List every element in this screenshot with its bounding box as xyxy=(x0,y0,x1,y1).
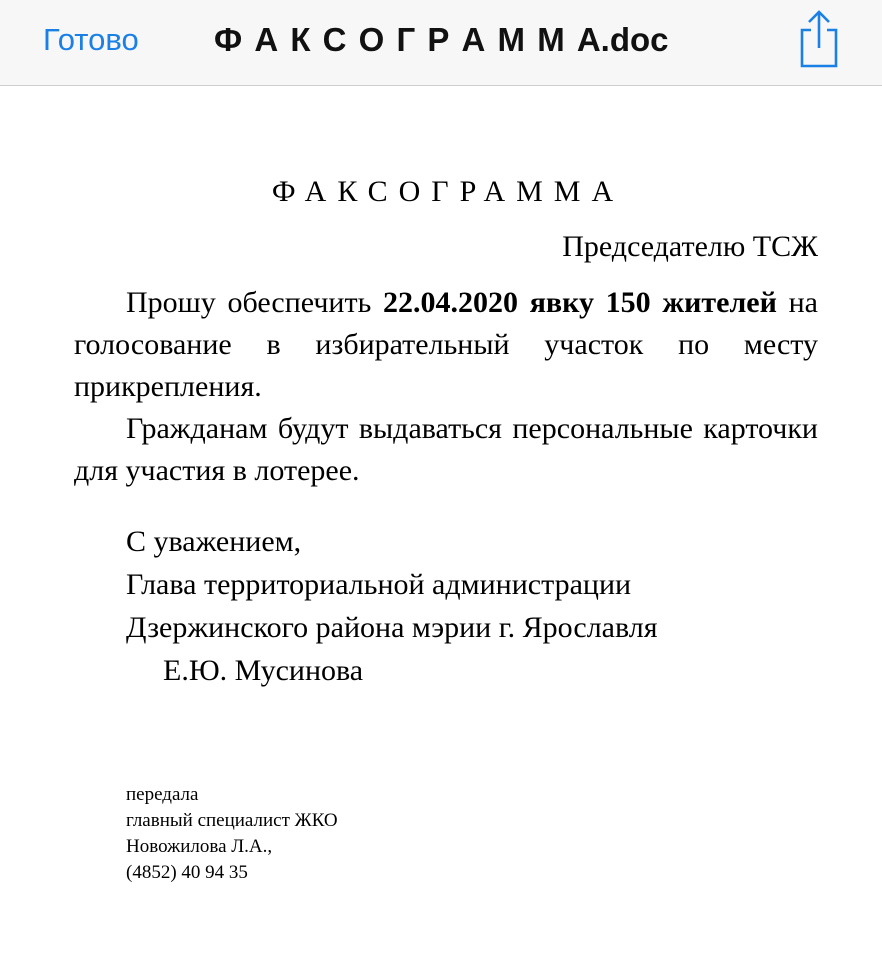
footer-name: Новожилова Л.А., xyxy=(126,836,273,857)
navigation-bar xyxy=(0,0,882,86)
share-button[interactable] xyxy=(795,8,843,70)
paragraph-request-end: на голосование в избирательный участок по месту прикрепления. xyxy=(74,286,818,403)
paragraph-request-bold: 22.04.2020 явку 150 жителей xyxy=(382,286,777,319)
document-heading: ФАКСОГРАММА xyxy=(271,175,625,208)
paragraph-request xyxy=(74,282,818,408)
signature-name: Е.Ю. Мусинова xyxy=(163,654,364,687)
share-icon xyxy=(795,8,843,70)
signature-position: Глава территориальной администрации xyxy=(126,568,632,601)
done-button[interactable]: Готово xyxy=(43,22,139,57)
footer-role: главный специалист ЖКО xyxy=(126,810,338,831)
footer-sent-by: передала xyxy=(126,784,199,805)
paragraph-lottery: Гражданам будут выдаваться персональные карточки для участия в лотерее. xyxy=(74,412,818,487)
document-title: Ф А К С О Г Р А М М А.doc xyxy=(214,21,669,58)
signature-district: Дзержинского района мэрии г. Ярославля xyxy=(126,611,658,644)
paragraph-request-start: Прошу обеспечить xyxy=(126,286,383,319)
footer-phone: (4852) 40 94 35 xyxy=(126,862,248,883)
document-page xyxy=(0,86,882,960)
addressee: Председателю ТСЖ xyxy=(562,230,818,263)
signature-greeting: С уважением, xyxy=(126,525,302,558)
